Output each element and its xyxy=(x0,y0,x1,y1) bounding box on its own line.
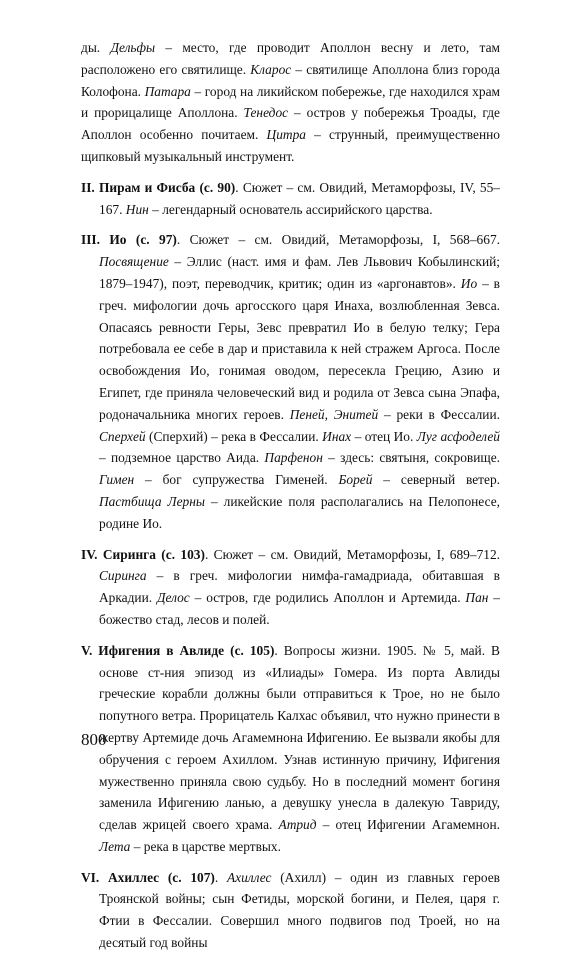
text-run: – святилище Аполлона близ города Колофона. xyxy=(81,61,500,99)
commentary-entries xyxy=(81,177,500,954)
italic-term: Сиринга xyxy=(99,568,147,584)
italic-term: Лета xyxy=(99,838,131,854)
text-run: . Сюжет – см. Овидий, Метаморфозы, I, 568–667. xyxy=(176,232,500,248)
entry-paragraph xyxy=(81,544,500,631)
text-run: – остров у побережья Троады, где Аполлон особенно почитаем. xyxy=(81,105,500,143)
entry-heading: Пирам и Фисба (с. 90) xyxy=(99,179,236,195)
text-run: – место, где проводит Аполлон весну и лето, там расположено его святилище. xyxy=(81,40,500,77)
italic-term: Делос xyxy=(156,590,190,606)
italic-term: Нин xyxy=(125,201,149,217)
text-run: – отец Ифигении Агамемнон. xyxy=(316,817,500,833)
page-number: 800 xyxy=(81,730,107,749)
italic-term: Сперхей xyxy=(99,428,146,444)
italic-term: Пан xyxy=(465,590,489,606)
entry-paragraph xyxy=(81,229,500,534)
text-run: – здесь: святыня, сокровище. xyxy=(322,450,501,466)
text-run: . Сюжет – см. Овидий, Метаморфозы, IV, 55–167. xyxy=(99,179,500,217)
text-run: . Сюжет – см. Овидий, Метаморфозы, I, 689–712. xyxy=(204,546,500,562)
entry-heading: Ио (с. 97) xyxy=(109,232,177,248)
entry-heading: Ахиллес (с. 107) xyxy=(107,869,215,885)
italic-term: Цитра xyxy=(266,127,306,143)
text-run: – реки в Фессалии. xyxy=(378,406,500,422)
italic-term: Пастбища Лерны xyxy=(99,493,205,509)
entry-number: II. xyxy=(81,179,95,195)
text-run: – остров, где родились Аполлон и Артемида. xyxy=(189,590,466,606)
commentary-page xyxy=(81,37,500,954)
text-run: – в греч. мифологии нимфа-гамадриада, обитавшая в Аркадии. xyxy=(99,568,500,606)
text-run: – в греч. мифологии дочь аргосского царя Инаха, возлюбленная Зевса. Опасаясь ревности Геры, Зевс превратил Ио в белую телку; Гера потребовала ее себе в дар и приставила к ней стражем Аргоса. После освобождения Ио, гонимая оводом, пересекла Грецию, Азию и Египет, где приняла человеческий вид и родила от Зевса сына Эпафа, родоначальника многих героев. xyxy=(99,275,500,422)
italic-term: Борей xyxy=(338,472,373,488)
text-run: . xyxy=(214,869,227,885)
entry-heading: Сиринга (с. 103) xyxy=(102,546,205,562)
text-run: – божество стад, лесов и полей. xyxy=(99,590,501,627)
text-run: – бог супружества Гименей. xyxy=(134,472,339,488)
italic-term: Атрид xyxy=(278,817,317,833)
italic-term: Дельфы xyxy=(110,40,156,55)
text-run: – подземное царство Аида. xyxy=(99,450,265,466)
italic-term: Инах xyxy=(322,428,352,444)
entry-number: V. xyxy=(81,642,93,658)
text-run: – Эллис (наст. имя и фам. Лев Львович Кобылинский; 1879–1947), поэт, переводчик, критик; один из «аргонавтов». xyxy=(99,254,500,291)
italic-term: Ахиллес xyxy=(226,869,272,885)
italic-term: Парфенон xyxy=(264,450,323,466)
text-run: – струнный, преимущественно щипковый музыкальный инструмент. xyxy=(81,127,500,164)
text-run: – город на ликийском побережье, где находился храм и прорицалище Аполлона. xyxy=(81,83,500,121)
entry-paragraph xyxy=(81,867,500,954)
intro-paragraph xyxy=(81,37,500,168)
italic-term: Луг асфоделей xyxy=(416,428,500,444)
entry-paragraph xyxy=(81,177,500,221)
text-run: – ликейские поля располагались на Пелопонесе, родине Ио. xyxy=(99,493,500,531)
entry-number: VI. xyxy=(81,869,100,885)
italic-term: Пеней, Энитей xyxy=(289,406,379,422)
text-run: (Сперхий) – река в Фессалии. xyxy=(145,428,323,444)
text-run: – северный ветер. xyxy=(372,472,500,488)
italic-term: Гимен xyxy=(99,472,135,488)
text-run: . Вопросы жизни. 1905. № 5, май. В основе ст-ния эпизод из «Илиады» Гомера. Из порта Авлиды греческие корабли должны были отправиться к Трое, но не было попутного ветра. Прорицатель Калхас объявил, что нужно принести в жертву Артемиде дочь Агамемнона Ифигению. Ее вызвали якобы для обручения с героем Ахиллом. Узнав истинную причину, Ифигения мужественно приняла свою судьбу. Но в последний момент богиня заменила Ифигению ланью, а девушку унесла в далекую Тавриду, сделав жрицей своего храма. xyxy=(99,642,500,833)
italic-term: Патара xyxy=(144,83,191,99)
italic-term: Тенедос xyxy=(243,105,289,121)
entry-number: III. xyxy=(81,232,100,248)
entry-heading: Ифигения в Авлиде (с. 105) xyxy=(98,642,275,658)
text-run: – отец Ио. xyxy=(351,428,417,444)
text-run: ды. xyxy=(81,40,111,55)
italic-term: Кларос xyxy=(250,61,292,77)
entry-paragraph xyxy=(81,640,500,858)
text-run: (Ахилл) – один из главных героев Троянской войны; сын Фетиды, морской богини, и Пелея, царя г. Фтии в Фессалии. Совершил много подвигов под Троей, но на десятый год войны xyxy=(99,869,500,951)
italic-term: Ио xyxy=(460,275,478,291)
text-run: – река в царстве мертвых. xyxy=(130,838,281,854)
text-run: – легендарный основатель ассирийского царства. xyxy=(148,201,433,217)
entry-number: IV. xyxy=(81,546,98,562)
italic-term: Посвящение xyxy=(99,254,169,270)
